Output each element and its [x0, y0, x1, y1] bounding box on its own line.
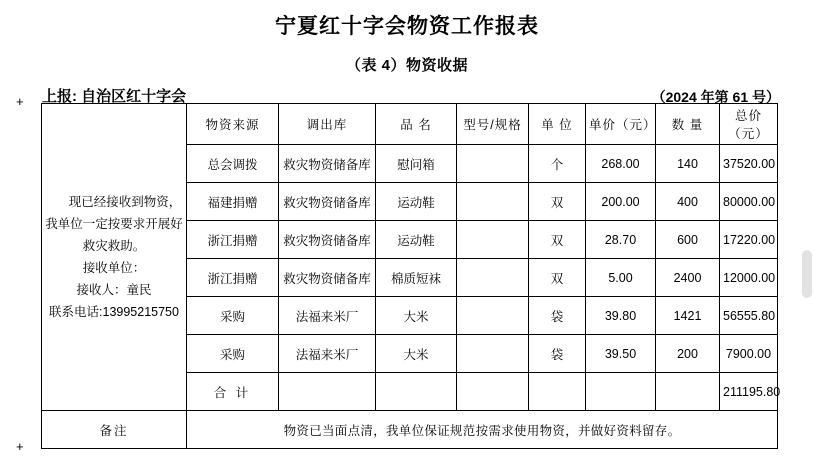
cell-total: 37520.00 [720, 145, 778, 183]
cell-unit: 袋 [529, 335, 586, 373]
cell-source: 采购 [187, 297, 279, 335]
cell-unit: 双 [529, 259, 586, 297]
cell-qty: 1421 [656, 297, 720, 335]
reporter-label: 上报: 自治区红十字会 [42, 88, 187, 105]
cell-price: 200.00 [586, 183, 656, 221]
cell-source: 采购 [187, 335, 279, 373]
crop-mark-bottom-left: + [16, 439, 24, 454]
cell-source: 浙江捐赠 [187, 259, 279, 297]
cell-spec [457, 221, 529, 259]
summary-blank-spec [457, 373, 529, 411]
cell-total: 17220.00 [720, 221, 778, 259]
cell-source: 浙江捐赠 [187, 221, 279, 259]
materials-receipt-table [41, 103, 781, 449]
column-header-unit: 单 位 [529, 104, 586, 145]
notes-line-2: 接收单位： [82, 261, 146, 275]
summary-blank-name [376, 373, 457, 411]
notes-line-4: 联系电话:13995215750 [49, 305, 179, 319]
scrollbar-thumb[interactable] [802, 250, 812, 298]
column-header-total: 总价（元） [720, 104, 778, 145]
cell-warehouse: 法福来米厂 [279, 335, 376, 373]
cell-unit: 双 [529, 183, 586, 221]
cell-total: 56555.80 [720, 297, 778, 335]
summary-blank-qty [656, 373, 720, 411]
cell-warehouse: 救灾物资储备库 [279, 221, 376, 259]
column-header-source: 物资来源 [187, 104, 279, 145]
cell-qty: 140 [656, 145, 720, 183]
page-subtitle: （表 4）物资收据 [345, 57, 468, 74]
cell-spec [457, 259, 529, 297]
summary-blank-price [586, 373, 656, 411]
cell-price: 39.50 [586, 335, 656, 373]
cell-spec [457, 183, 529, 221]
column-header-warehouse: 调出库 [279, 104, 376, 145]
cell-name: 大米 [376, 297, 457, 335]
cell-unit: 个 [529, 145, 586, 183]
column-header-spec: 型号/规格 [457, 104, 529, 145]
remark-text: 物资已当面点清，我单位保证规范按需求使用物资，并做好资料留存。 [187, 411, 778, 449]
cell-unit: 袋 [529, 297, 586, 335]
cell-warehouse: 救灾物资储备库 [279, 259, 376, 297]
remark-label: 备注 [42, 411, 187, 449]
cell-qty: 400 [656, 183, 720, 221]
cell-total: 12000.00 [720, 259, 778, 297]
cell-spec [457, 145, 529, 183]
cell-qty: 600 [656, 221, 720, 259]
summary-blank-warehouse [279, 373, 376, 411]
cell-name: 大米 [376, 335, 457, 373]
cell-name: 棉质短袜 [376, 259, 457, 297]
column-header-name: 品 名 [376, 104, 457, 145]
receipt-notes-cell [42, 104, 187, 411]
cell-price: 268.00 [586, 145, 656, 183]
cell-name: 运动鞋 [376, 221, 457, 259]
document-page [0, 10, 814, 464]
issue-number: （2024 年第 61 号） [651, 89, 780, 105]
summary-total: 211195.80 [720, 373, 778, 411]
cell-name: 运动鞋 [376, 183, 457, 221]
cell-qty: 2400 [656, 259, 720, 297]
cell-spec [457, 297, 529, 335]
cell-total: 7900.00 [720, 335, 778, 373]
table-header-row [42, 104, 778, 145]
cell-source: 总会调拨 [187, 145, 279, 183]
cell-name: 慰问箱 [376, 145, 457, 183]
cell-total: 80000.00 [720, 183, 778, 221]
page-title: 宁夏红十字会物资工作报表 [275, 15, 539, 38]
column-header-qty: 数 量 [656, 104, 720, 145]
cell-warehouse: 救灾物资储备库 [279, 183, 376, 221]
cell-spec [457, 335, 529, 373]
summary-blank-unit [529, 373, 586, 411]
cell-price: 39.80 [586, 297, 656, 335]
cell-qty: 200 [656, 335, 720, 373]
notes-line-1: 现已经接收到物资，我单位一定按要求开展好救灾救助。 [45, 195, 183, 253]
cell-warehouse: 法福来米厂 [279, 297, 376, 335]
cell-source: 福建捐赠 [187, 183, 279, 221]
notes-line-3: 接收人：童民 [76, 283, 152, 297]
summary-label: 合 计 [187, 373, 279, 411]
crop-mark-top-left: + [16, 94, 24, 109]
cell-price: 28.70 [586, 221, 656, 259]
cell-unit: 双 [529, 221, 586, 259]
table-remark-row [42, 411, 778, 449]
cell-warehouse: 救灾物资储备库 [279, 145, 376, 183]
column-header-price: 单价（元） [586, 104, 656, 145]
cell-price: 5.00 [586, 259, 656, 297]
